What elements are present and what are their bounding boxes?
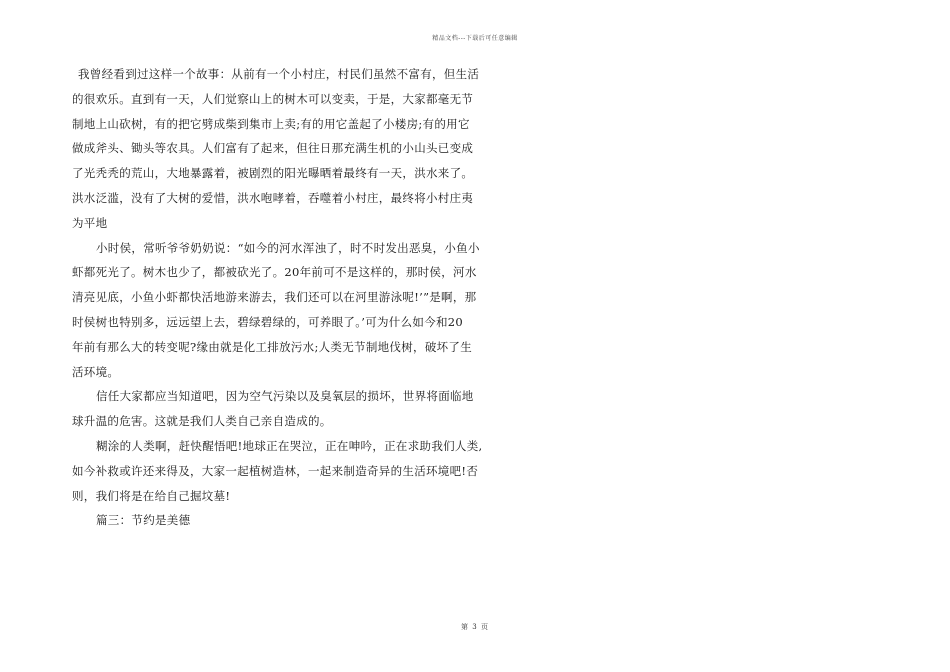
paragraph-line: 信任大家都应当知道吧，因为空气污染以及臭氧层的损坏，世界将面临地 xyxy=(96,389,474,404)
paragraph-line: 做成斧头、锄头等农具。人们富有了起来，但往日那充满生机的小山头已变成 xyxy=(72,141,474,156)
paragraph-line: 时侯树也特别多，远远望上去，碧绿碧绿的，可养眼了。’可为什么如今和20 xyxy=(72,314,464,329)
page-header: 精品文档---下载后可任意编辑 xyxy=(432,35,518,42)
paragraph-line: 为平地 xyxy=(72,215,108,230)
paragraph-line: 如今补救或许还来得及，大家一起植树造林，一起来制造奇异的生活环境吧!否 xyxy=(72,463,479,478)
paragraph-line: 则，我们将是在给自己掘坟墓! xyxy=(72,488,231,503)
paragraph-line: 我曾经看到过这样一个故事：从前有一个小村庄，村民们虽然不富有，但生活 xyxy=(78,67,480,81)
paragraph-line: 清亮见底，小鱼小虾都快活地游来游去，我们还可以在河里游泳呢!’”是啊，那 xyxy=(72,290,477,305)
section-heading: 篇三：节约是美德 xyxy=(96,513,191,528)
paragraph-line: 的很欢乐。直到有一天，人们觉察山上的树木可以变卖，于是，大家都毫无节 xyxy=(72,91,474,106)
paragraph-line: 制地上山砍树，有的把它劈成柴到集市上卖;有的用它盖起了小楼房;有的用它 xyxy=(72,116,470,131)
page-number: 第 3 页 xyxy=(461,623,489,631)
paragraph-line: 虾都死光了。树木也少了，都被砍光了。20年前可不是这样的，那时侯，河水 xyxy=(72,265,477,280)
paragraph-line: 年前有那么大的转变呢?缘由就是化工排放污水;人类无节制地伐树，破坏了生 xyxy=(72,339,473,354)
document-body xyxy=(72,62,483,533)
paragraph-line: 糊涂的人类啊，赶快醒悟吧!地球正在哭泣，正在呻吟，正在求助我们人类, xyxy=(96,438,483,453)
paragraph-line: 了光秃秃的荒山，大地暴露着，被剧烈的阳光曝晒着最终有一天，洪水来了。 xyxy=(72,166,474,181)
paragraph-line: 洪水泛滥，没有了大树的爱惜，洪水咆哮着，吞噬着小村庄，最终将小村庄夷 xyxy=(72,190,474,205)
paragraph-line: 小时侯，常听爷爷奶奶说：“如今的河水浑浊了，时不时发出恶臭，小鱼小 xyxy=(96,240,480,255)
paragraph-line: 活环境。 xyxy=(72,364,120,379)
paragraph-line: 球升温的危害。这就是我们人类自己亲自造成的。 xyxy=(72,414,332,429)
